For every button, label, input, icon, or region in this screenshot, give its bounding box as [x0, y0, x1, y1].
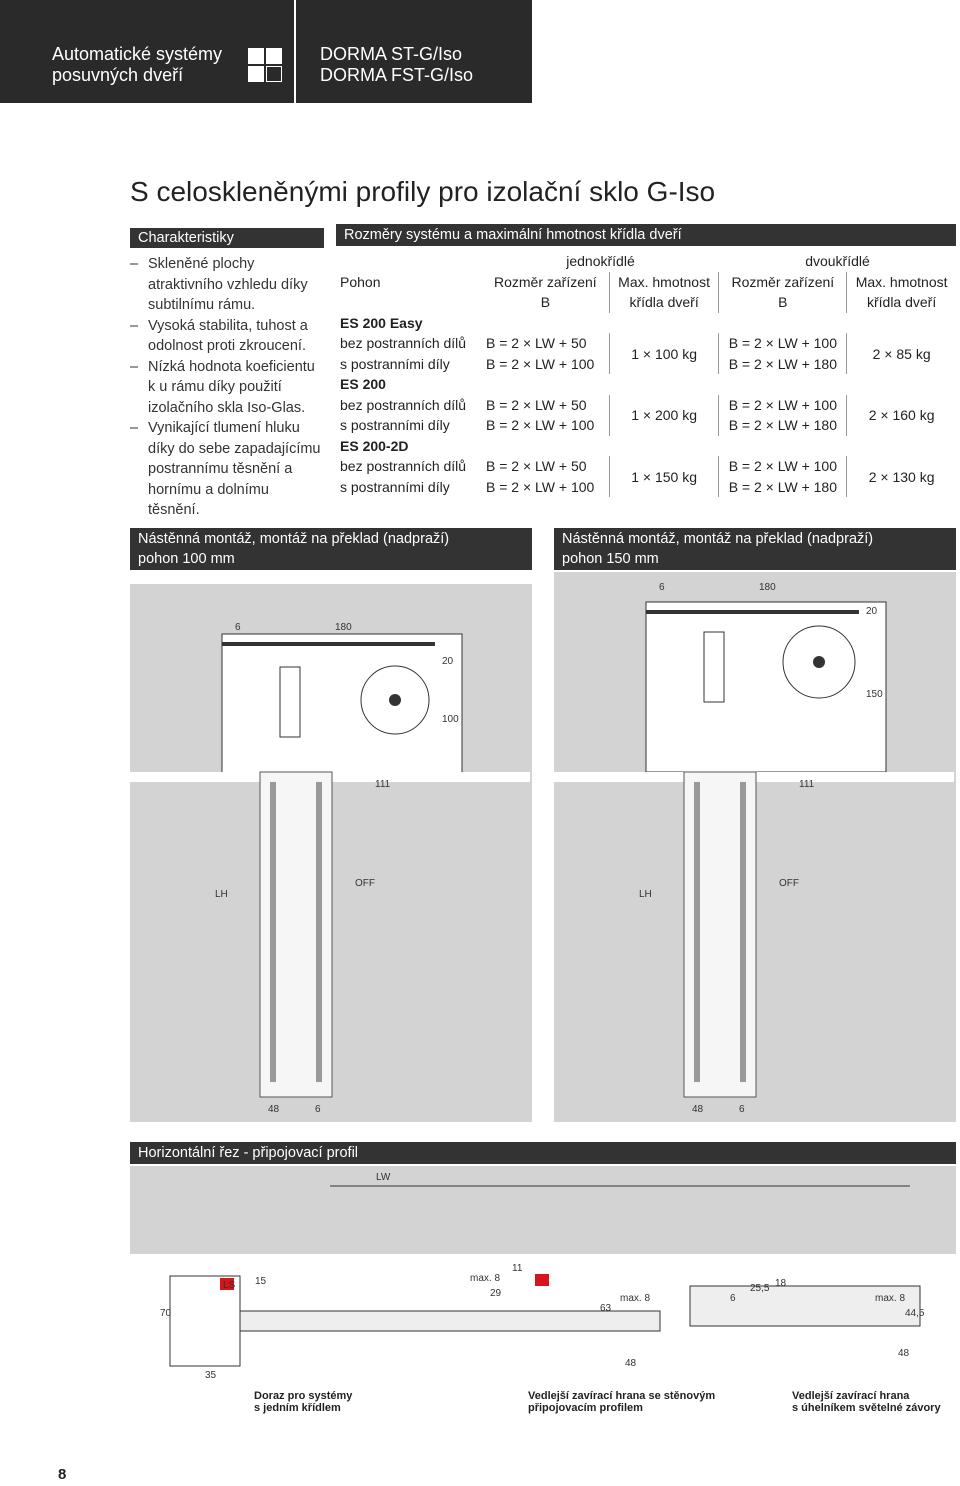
mount-100-drawing: [130, 572, 532, 1122]
section-heading: Horizontální řez - připojovací profil: [130, 1142, 956, 1164]
header-section-line1: Automatické systémy: [52, 44, 223, 64]
dims-table-heading: Rozměry systému a maximální hmotnost křídla dveří: [336, 224, 956, 246]
row-label-a: bez postranních dílů: [340, 335, 467, 352]
header-section-title: [52, 44, 222, 86]
caption-3-line2: s úhelníkem světelné závory: [792, 1402, 941, 1414]
dim-48b: 48: [898, 1348, 910, 1359]
dim-25: 25,5: [750, 1283, 770, 1294]
motor-axle: [389, 694, 401, 706]
glass-pane-edge: [694, 782, 700, 1082]
col-weight-single: Max. hmotnost: [609, 272, 719, 293]
row-label-b: s postranními díly: [340, 355, 450, 372]
carriage-roller: [280, 667, 300, 737]
mount-150-heading-line1: Nástěnná montáž, montáž na překlad (nadpraží): [562, 531, 874, 547]
single-weight: 1 × 100 kg: [609, 333, 719, 374]
page-title: S celoskleněnými profily pro izolační sklo G-Iso: [130, 176, 716, 207]
square-mark-3: [248, 66, 264, 82]
double-weight: 2 × 85 kg: [847, 333, 956, 374]
caption-1-line2: s jedním křídlem: [254, 1402, 341, 1414]
row-label-a: bez postranních dílů: [340, 458, 467, 475]
dim-18: 18: [775, 1278, 787, 1289]
caption-light-barrier: [792, 1390, 941, 1414]
square-mark-2: [266, 48, 282, 64]
col-size-single: Rozměr zařízení: [494, 273, 597, 290]
single-size-b: B = 2 × LW + 100: [486, 417, 595, 434]
single-size-a: B = 2 × LW + 50: [486, 458, 587, 475]
double-weight: 2 × 130 kg: [847, 456, 956, 497]
glass-pane-edge: [316, 782, 322, 1082]
mount-150-drawing: [554, 572, 956, 1122]
header-product-block: [296, 0, 532, 103]
header-section-line2: posuvných dveří: [52, 65, 184, 85]
dim-max8c: max. 8: [875, 1293, 906, 1304]
caption-3-line1: Vedlejší zavírací hrana: [792, 1390, 910, 1402]
leaf-profile: [240, 1311, 660, 1331]
double-size-b: B = 2 × LW + 180: [719, 354, 847, 375]
single-size-a: B = 2 × LW + 50: [486, 335, 587, 352]
caption-1-line1: Doraz pro systémy: [254, 1390, 353, 1402]
dim-off: OFF: [779, 878, 799, 889]
header-product-title: [320, 44, 473, 86]
dim-ls: LS: [223, 1280, 236, 1291]
features-list: [130, 254, 322, 521]
double-size-b: B = 2 × LW + 180: [719, 415, 847, 436]
glass-pane-edge: [270, 782, 276, 1082]
dim-15: 15: [255, 1276, 267, 1287]
dim-lh: LH: [639, 889, 652, 900]
col-weight-double: Max. hmotnost: [847, 272, 956, 293]
dim-6: 6: [659, 582, 665, 593]
section-drawing: [130, 1166, 956, 1386]
single-weight: 1 × 150 kg: [609, 456, 719, 497]
drive-housing: [646, 602, 886, 772]
square-mark-1: [248, 48, 264, 64]
caption-2-line2: připojovacím profilem: [528, 1402, 643, 1414]
dim-6: 6: [730, 1293, 736, 1304]
dim-48: 48: [692, 1104, 704, 1115]
dim-20: 20: [442, 656, 454, 667]
dim-11: 11: [512, 1263, 523, 1274]
dim-70: 70: [160, 1308, 172, 1319]
header-section-block: [0, 0, 238, 103]
feature-item: – Vysoká stabilita, tuhost a odolnost proti zkroucení.: [130, 316, 322, 357]
dim-111: 111: [799, 779, 815, 790]
dim-max8b: max. 8: [620, 1293, 651, 1304]
dim-20: 20: [866, 606, 878, 617]
dim-48a: 48: [625, 1358, 637, 1369]
dim-180: 180: [335, 622, 352, 633]
dim-63: 63: [600, 1303, 612, 1314]
dim-35: 35: [205, 1370, 217, 1381]
caption-wall-profile: [528, 1390, 715, 1414]
dim-6: 6: [235, 622, 241, 633]
feature-item: – Vynikající tlumení hluku díky do sebe zapadajícímu postrannímu těsnění a hornímu a dolnímu těsnění.: [130, 418, 322, 521]
mount-100-heading-line1: Nástěnná montáž, montáž na překlad (nadpraží): [138, 531, 450, 547]
page-number: 8: [58, 1466, 67, 1483]
dim-100: 100: [442, 714, 459, 725]
group-double: dvoukřídlé: [805, 253, 870, 270]
header-product-line2: DORMA FST-G/Iso: [320, 65, 474, 85]
dim-180: 180: [759, 582, 776, 593]
double-size-b: B = 2 × LW + 180: [719, 477, 847, 498]
dim-lh: LH: [215, 889, 228, 900]
drive-name: ES 200: [340, 376, 386, 393]
dim-150: 150: [866, 689, 883, 700]
caption-single-stop: [254, 1390, 352, 1414]
dim-44: 44,5: [905, 1308, 925, 1319]
col-size-sub-double: B: [719, 292, 847, 313]
dim-max8a: max. 8: [470, 1273, 501, 1284]
col-weight-sub: křídla dveří: [609, 292, 719, 313]
caption-2-line1: Vedlejší zavírací hrana se stěnovým: [528, 1390, 716, 1402]
col-weight-sub-double: křídla dveří: [847, 292, 956, 313]
single-size-a: B = 2 × LW + 50: [486, 396, 587, 413]
mount-150-heading-line2: pohon 150 mm: [562, 551, 659, 567]
double-weight: 2 × 160 kg: [847, 395, 956, 436]
dim-29: 29: [490, 1288, 502, 1299]
leaf-profile-2: [690, 1286, 920, 1326]
mount-100-heading: [130, 528, 532, 570]
feature-item: – Skleněné plochy atraktivního vzhledu díky subtilnímu rámu.: [130, 254, 322, 316]
single-weight: 1 × 200 kg: [609, 395, 719, 436]
features-heading: Charakteristiky: [130, 228, 324, 248]
row-label-b: s postranními díly: [340, 417, 450, 434]
dim-off: OFF: [355, 878, 375, 889]
carriage-roller: [704, 632, 724, 702]
mount-150-heading: [554, 528, 956, 570]
dim-48: 48: [268, 1104, 280, 1115]
dim-lw: LW: [376, 1172, 391, 1183]
col-drive: Pohon: [340, 273, 381, 290]
drive-name: ES 200 Easy: [340, 314, 423, 331]
square-mark-4: [266, 66, 282, 82]
group-single: jednokřídlé: [566, 253, 635, 270]
mount-100-heading-line2: pohon 100 mm: [138, 551, 235, 567]
row-label-b: s postranními díly: [340, 478, 450, 495]
double-size-a: B = 2 × LW + 100: [719, 395, 847, 416]
feature-item: – Nízká hodnota koeficientu k u rámu díky použití izolačního skla Iso-Glas.: [130, 357, 322, 419]
motor-axle: [813, 656, 825, 668]
single-size-b: B = 2 × LW + 100: [486, 478, 595, 495]
dim-6b: 6: [315, 1104, 321, 1115]
single-size-b: B = 2 × LW + 100: [486, 355, 595, 372]
header-logo-squares: [238, 0, 294, 103]
dim-111: 111: [375, 779, 391, 790]
row-label-a: bez postranních dílů: [340, 396, 467, 413]
col-size-double: Rozměr zařízení: [719, 272, 847, 293]
drive-name: ES 200-2D: [340, 437, 409, 454]
glass-pane-edge: [740, 782, 746, 1082]
ls-marker: [535, 1274, 549, 1286]
dim-6b: 6: [739, 1104, 745, 1115]
header-product-line1: DORMA ST-G/Iso: [320, 44, 463, 64]
col-size-sub: B: [540, 294, 551, 311]
dims-table: [336, 251, 956, 497]
double-size-a: B = 2 × LW + 100: [719, 456, 847, 477]
double-size-a: B = 2 × LW + 100: [719, 333, 847, 354]
